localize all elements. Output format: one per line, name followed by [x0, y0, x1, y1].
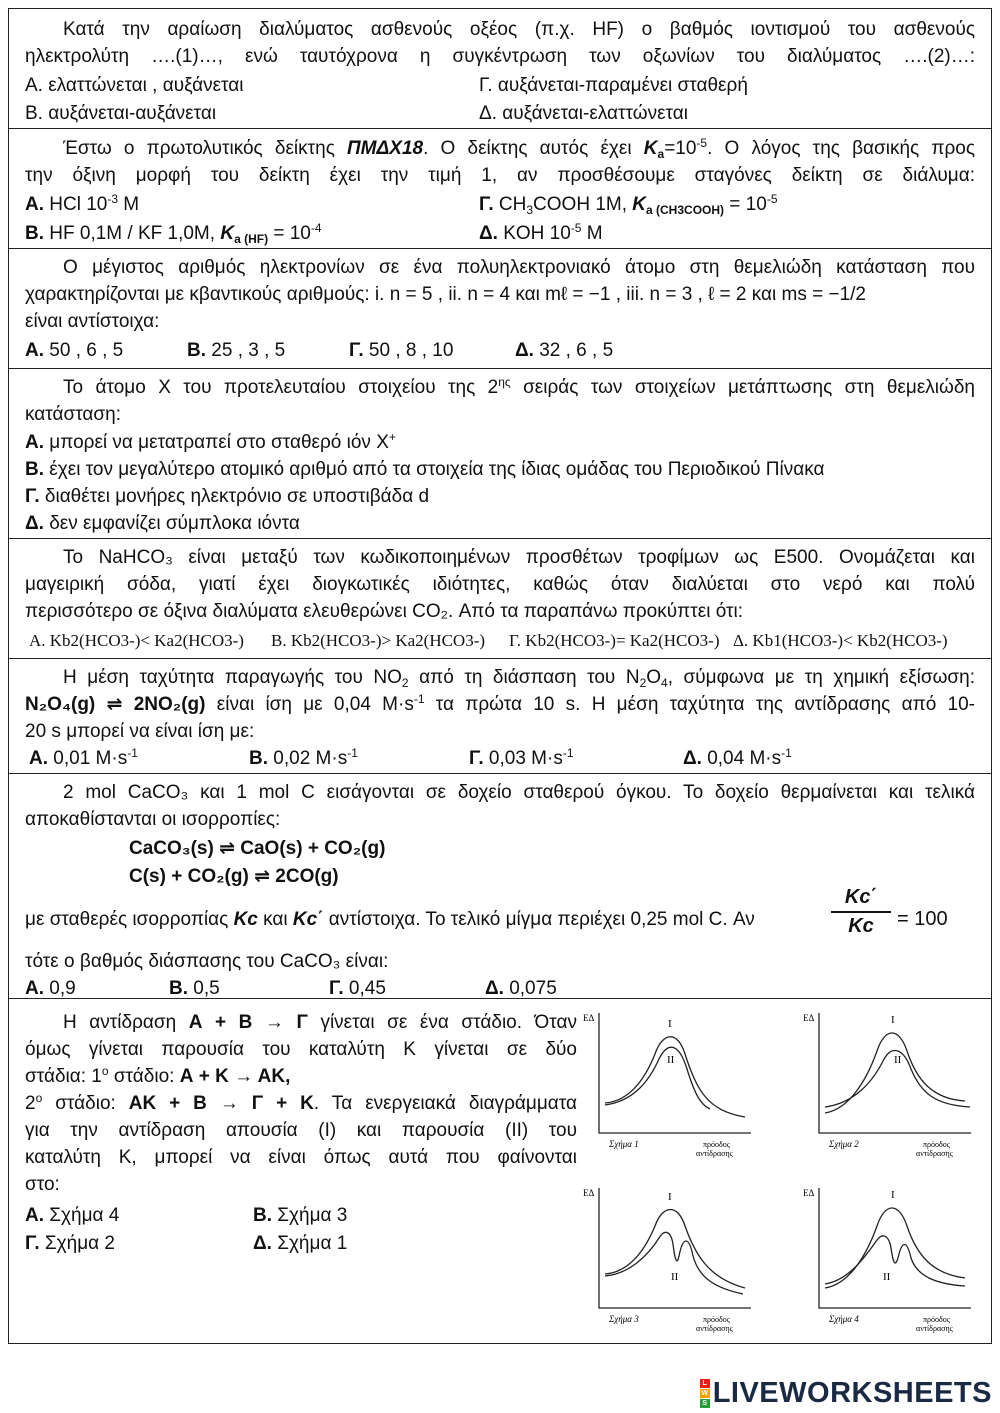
- reaction: Α + Β → Γ: [188, 1012, 308, 1033]
- option-text: Σχήμα 4: [44, 1205, 120, 1226]
- question-2: [9, 129, 991, 249]
- exponent: -1: [347, 746, 358, 760]
- curve-label-i: Ι: [891, 1014, 895, 1026]
- logo-mark-icon: [700, 1378, 710, 1408]
- option-letter: Δ.: [253, 1233, 272, 1254]
- q2-option-a[interactable]: [25, 191, 139, 218]
- q8-text: στάδια: 1: [25, 1066, 102, 1087]
- curve-label-i: Ι: [891, 1189, 895, 1201]
- q8-option-b[interactable]: [253, 1202, 347, 1229]
- fraction-denominator: Kc: [848, 915, 874, 937]
- q5-option-d[interactable]: Δ. Kb1(HCO3-)< Kb2(HCO3-): [733, 631, 948, 650]
- q2-stem-line2: την όξινη μορφή του δείκτη έχει την τιμή 1, αν προσθέσουμε σταγόνες δείκτη σε διάλυμα:: [25, 165, 975, 186]
- q8-stem-line6: καταλύτη Κ, μπορεί να είναι όπως αυτά που φαίνονται: [25, 1147, 577, 1168]
- superscript: ο: [101, 1064, 109, 1078]
- option-text: 0,9: [44, 978, 76, 999]
- q6-text: από τη διάσπαση του N: [408, 667, 640, 688]
- option-text: 0,01 M·s: [48, 748, 128, 769]
- q8-option-g[interactable]: [25, 1230, 115, 1257]
- option-text: = 10: [724, 194, 767, 215]
- q7-option-b[interactable]: [169, 975, 220, 1002]
- option-letter: Δ.: [479, 223, 498, 244]
- subscript: 2: [401, 676, 409, 690]
- q4-option-d[interactable]: [25, 510, 300, 537]
- x-axis-label-line2: αντίδρασης: [916, 1324, 953, 1333]
- option-letter: Β.: [253, 1205, 272, 1226]
- q6-text: Η μέση ταχύτητα παραγωγής του NO: [63, 667, 402, 688]
- figure-caption: Σχήμα 1: [609, 1139, 639, 1149]
- liveworksheets-logo[interactable]: [700, 1378, 992, 1408]
- q2-text: . Ο λόγος της βασικής προς: [707, 138, 975, 159]
- q1-option-d[interactable]: Δ. αυξάνεται-ελαττώνεται: [479, 103, 688, 124]
- q8-stem-line4: [25, 1090, 577, 1117]
- option-text: 25 , 3 , 5: [206, 340, 286, 361]
- ka-subscript: a: [657, 147, 665, 161]
- x-axis-label-line1: πρόοδος: [923, 1140, 950, 1149]
- worksheet: [8, 8, 992, 1344]
- q6-text: τα πρώτα 10 s. Η μέση ταχύτητα της αντίδρασης από 10-: [424, 694, 976, 715]
- q3-option-b[interactable]: [187, 337, 285, 364]
- option-letter: Δ.: [515, 340, 534, 361]
- curve-label-ii: ΙΙ: [671, 1271, 679, 1283]
- logo-text: LIVEWORKSHEETS: [712, 1376, 992, 1409]
- option-text: διαθέτει μονήρες ηλεκτρόνιο σε υποστιβάδα d: [39, 486, 430, 507]
- q8-stem-line5: για την αντίδραση απουσία (Ι) και παρουσία (ΙΙ) του: [25, 1120, 577, 1141]
- q8-text: 2: [25, 1093, 36, 1114]
- curve-label-ii: ΙΙ: [883, 1271, 891, 1283]
- x-axis-label-line2: αντίδρασης: [696, 1324, 733, 1333]
- q3-option-a[interactable]: [25, 337, 123, 364]
- q5-stem-line2: μαγειρική σόδα, γιατί έχει διογκωτικές ιδιότητες, καθώς όταν διαλύεται στο νερό και πολύ: [25, 574, 975, 595]
- option-text: 50 , 6 , 5: [44, 340, 124, 361]
- q6-text: , σύμφωνα με τη χημική εξίσωση:: [667, 667, 975, 688]
- q8-text: στάδιο:: [42, 1093, 129, 1114]
- curve-label-ii: ΙΙ: [667, 1054, 675, 1066]
- option-text: Σχήμα 1: [271, 1233, 348, 1254]
- q2-option-b[interactable]: [25, 220, 322, 247]
- option-letter: Β.: [25, 459, 44, 480]
- option-letter: Δ.: [25, 513, 44, 534]
- energy-diagram-3: [575, 1184, 775, 1344]
- option-letter: Δ.: [683, 748, 702, 769]
- q4-stem-line2: κατάσταση:: [25, 404, 121, 425]
- q6-text: είναι ίση με 0,04 M·s: [205, 694, 414, 715]
- q7-stem-line5: τότε ο βαθμός διάσπασης του CaCO₃ είναι:: [25, 951, 389, 972]
- y-axis-label: EΔ: [583, 1013, 595, 1023]
- logo-mark-s: S: [700, 1399, 710, 1408]
- logo-mark-w: W: [701, 1389, 708, 1397]
- option-letter: Γ.: [469, 748, 484, 769]
- q1-option-a[interactable]: Α. ελαττώνεται , αυξάνεται: [25, 75, 244, 96]
- q7-option-d[interactable]: [485, 975, 557, 1002]
- energy-diagram-4: [795, 1184, 995, 1344]
- kc-symbol: Kc: [233, 909, 258, 930]
- q8-text: στάδιο:: [108, 1066, 180, 1087]
- q8-option-d[interactable]: [253, 1230, 347, 1257]
- q4-text: σειράς των στοιχείων μετάπτωσης στη θεμελιώδη: [510, 377, 975, 398]
- subscript: 3: [526, 203, 534, 217]
- ka-symbol: K: [632, 194, 647, 215]
- equilibrium-equation-1: CaCO₃(s) ⇌ CaO(s) + CO₂(g): [129, 838, 386, 859]
- question-3: [9, 249, 991, 369]
- exponent: -1: [413, 692, 425, 706]
- option-text: 0,45: [343, 978, 386, 999]
- q7-option-a[interactable]: [25, 975, 76, 1002]
- y-axis-label: EΔ: [583, 1188, 595, 1198]
- option-text: COOH 1M,: [533, 194, 633, 215]
- q8-stem-line2: όμως γίνεται παρουσία του καταλύτη Κ γίνεται σε δύο: [25, 1039, 577, 1060]
- option-text: HCl 10: [44, 194, 108, 215]
- q7-text: και: [257, 909, 293, 930]
- option-letter: Α.: [25, 432, 44, 453]
- q2-option-g[interactable]: [479, 191, 778, 218]
- q5-stem-line3: περισσότερο σε όξινα διαλύματα ελευθερώνει CO₂. Από τα παραπάνω προκύπτει ότι:: [25, 601, 744, 622]
- question-8: [9, 999, 991, 1345]
- x-axis-label-line2: αντίδρασης: [916, 1149, 953, 1158]
- equilibrium-equation-2: C(s) + CO₂(g) ⇌ 2CO(g): [129, 866, 339, 887]
- q8-stem-line7: στο:: [25, 1174, 60, 1195]
- ka-subscript: a (HF): [234, 232, 269, 246]
- option-text: = 10: [268, 223, 311, 244]
- q8-option-a[interactable]: [25, 1202, 119, 1229]
- q3-stem-line3: είναι αντίστοιχα:: [25, 311, 160, 332]
- q7-stem-line1: 2 mol CaCO₃ και 1 mol C εισάγονται σε δοχείο σταθερού όγκου. Το δοχείο θερμαίνεται και τελικά: [63, 782, 975, 803]
- option-text: μπορεί να μετατραπεί στο σταθερό ιόν Χ: [44, 432, 389, 453]
- ka-symbol: K: [643, 138, 658, 159]
- q7-stem-line2: αποκαθίστανται οι ισορροπίες:: [25, 809, 281, 830]
- figure-caption: Σχήμα 4: [829, 1314, 859, 1324]
- option-text: M: [118, 194, 140, 215]
- q7-option-g[interactable]: [329, 975, 386, 1002]
- exponent: -1: [781, 746, 792, 760]
- ratio-fraction: [831, 886, 891, 938]
- q8-stem-line1: [25, 1009, 577, 1036]
- reaction-step-1: Α + Κ → ΑΚ,: [179, 1066, 291, 1087]
- option-letter: Α.: [25, 340, 44, 361]
- q5-option-g[interactable]: Γ. Kb2(HCO3-)= Ka2(HCO3-): [509, 631, 720, 650]
- option-letter: Γ.: [349, 340, 364, 361]
- subscript: 4: [661, 676, 668, 690]
- option-letter: Β.: [187, 340, 206, 361]
- q6-option-b[interactable]: [249, 745, 358, 772]
- question-1: [9, 9, 991, 129]
- option-text: Σχήμα 2: [39, 1233, 115, 1254]
- q6-option-a[interactable]: [29, 745, 138, 772]
- q2-text: Έστω ο πρωτολυτικός δείκτης: [63, 138, 348, 159]
- question-7: [9, 774, 991, 999]
- q2-stem-line1: [25, 135, 975, 162]
- q1-option-b[interactable]: Β. αυξάνεται-αυξάνεται: [25, 103, 217, 124]
- q7-text: αντίστοιχα. Το τελικό μίγμα περιέχει 0,25 mol C. Αν: [323, 909, 755, 930]
- q2-option-d[interactable]: [479, 220, 603, 247]
- exponent: -5: [766, 192, 778, 206]
- q2-text: =10: [664, 138, 697, 159]
- q4-option-a[interactable]: [25, 429, 396, 456]
- option-letter: Γ.: [25, 486, 40, 507]
- option-letter: Β.: [25, 223, 44, 244]
- kc-prime-symbol: Kc΄: [292, 909, 324, 930]
- logo-mark-l: L: [700, 1379, 710, 1388]
- q4-option-b[interactable]: [25, 456, 824, 483]
- option-letter: Β.: [249, 748, 268, 769]
- q5-option-b[interactable]: Β. Kb2(HCO3-)> Ka2(HCO3-): [271, 631, 486, 650]
- option-text: 50 , 8 , 10: [363, 340, 454, 361]
- ratio-value: = 100: [897, 908, 948, 930]
- q6-stem-line1: [25, 664, 975, 691]
- x-axis-label-line1: πρόοδος: [923, 1315, 950, 1324]
- superscript: ο: [35, 1091, 43, 1105]
- option-letter: Β.: [169, 978, 188, 999]
- q4-text: Το άτομο Χ του προτελευταίου στοιχείου της 2: [63, 377, 499, 398]
- figure-caption: Σχήμα 2: [829, 1139, 859, 1149]
- fraction-numerator: Kc΄: [831, 886, 891, 913]
- curve-label-i: Ι: [668, 1018, 672, 1030]
- y-axis-label: EΔ: [803, 1013, 815, 1023]
- exponent: -5: [570, 221, 582, 235]
- q1-option-g[interactable]: Γ. αυξάνεται-παραμένει σταθερή: [479, 75, 748, 96]
- option-letter: Α.: [25, 194, 44, 215]
- option-letter: Δ.: [485, 978, 504, 999]
- option-text: KOH 10: [497, 223, 571, 244]
- q5-option-a[interactable]: Α. Kb2(HCO3-)< Ka2(HCO3-): [29, 631, 244, 650]
- option-text: δεν εμφανίζει σύμπλοκα ιόντα: [43, 513, 300, 534]
- figure-caption: Σχήμα 3: [609, 1314, 639, 1324]
- x-axis-label-line1: πρόοδος: [703, 1315, 730, 1324]
- q6-text: O: [646, 667, 662, 688]
- q8-text: γίνεται σε ένα στάδιο. Όταν: [307, 1012, 577, 1033]
- superscript: ης: [498, 375, 511, 389]
- indicator-name: ΠΜΔΧ18: [347, 138, 424, 159]
- q4-option-g[interactable]: [25, 483, 429, 510]
- question-6: [9, 659, 991, 774]
- option-letter: Γ.: [25, 1233, 40, 1254]
- option-text: 0,04 M·s: [701, 748, 782, 769]
- ka-subscript: a (CH3COOH): [646, 203, 725, 217]
- superscript: +: [388, 430, 396, 444]
- option-text: 0,02 M·s: [268, 748, 348, 769]
- q8-stem-line3: [25, 1063, 290, 1090]
- q1-stem-line1: Κατά την αραίωση διαλύματος ασθενούς οξέος (π.χ. HF) ο βαθμός ιοντισμού του ασθενούς: [63, 19, 975, 40]
- q2-text: . Ο δείκτης αυτός έχει: [423, 138, 644, 159]
- reaction-step-2: ΑΚ + Β → Γ + Κ: [128, 1093, 314, 1114]
- option-letter: Γ.: [479, 194, 494, 215]
- question-5: [9, 539, 991, 659]
- exponent: -1: [127, 746, 138, 760]
- exponent: -4: [310, 221, 322, 235]
- energy-diagram-1: [575, 1009, 775, 1169]
- q5-stem-line1: Το NaHCO₃ είναι μεταξύ των κωδικοποιημένων προσθέτων τροφίμων ως Ε500. Ονομάζεται και: [63, 547, 975, 568]
- option-letter: Γ.: [329, 978, 344, 999]
- q8-text: . Τα ενεργειακά διαγράμματα: [313, 1093, 577, 1114]
- q6-stem-line2: [25, 691, 975, 718]
- q6-option-d[interactable]: [683, 745, 792, 772]
- q3-stem-line1: Ο μέγιστος αριθμός ηλεκτρονίων σε ένα πολυηλεκτρονιακό άτομο στη θεμελιώδη κατάσταση που: [63, 257, 975, 278]
- subscript: 2: [639, 676, 647, 690]
- question-4: [9, 369, 991, 539]
- option-text: 0,03 M·s: [483, 748, 563, 769]
- ka-symbol: K: [220, 223, 235, 244]
- q7-text: με σταθερές ισορροπίας: [25, 909, 234, 930]
- option-text: HF 0,1M / KF 1,0M,: [44, 223, 221, 244]
- option-text: Σχήμα 3: [272, 1205, 348, 1226]
- option-text: 0,5: [188, 978, 220, 999]
- exponent: -1: [562, 746, 574, 760]
- option-text: M: [581, 223, 603, 244]
- option-text: έχει τον μεγαλύτερο ατομικό αριθμό από τα στοιχεία της ίδιας ομάδας του Περιοδικού Πίνακα: [44, 459, 825, 480]
- x-axis-label-line1: πρόοδος: [703, 1140, 730, 1149]
- q3-stem-line2: χαρακτηρίζονται με κβαντικούς αριθμούς: i. n = 5 , ii. n = 4 και mℓ = −1 , iii. n = 3 , ℓ = 2 και ms = −1/2: [25, 284, 867, 305]
- option-text: 32 , 6 , 5: [533, 340, 614, 361]
- energy-diagram-2: [795, 1009, 995, 1169]
- q3-option-g[interactable]: [349, 337, 453, 364]
- x-axis-label-line2: αντίδρασης: [696, 1149, 733, 1158]
- curve-label-i: Ι: [668, 1191, 672, 1203]
- q4-stem-line1: [25, 374, 975, 401]
- option-text: 0,075: [503, 978, 557, 999]
- q7-stem-line4: [25, 906, 821, 933]
- option-letter: Α.: [29, 748, 48, 769]
- exponent: -5: [696, 136, 708, 150]
- q3-option-d[interactable]: [515, 337, 613, 364]
- y-axis-label: EΔ: [803, 1188, 815, 1198]
- q6-stem-line3: 20 s μπορεί να είναι ίση με:: [25, 721, 255, 742]
- curve-label-ii: ΙΙ: [894, 1054, 902, 1066]
- option-text: CH: [493, 194, 527, 215]
- q6-option-g[interactable]: [469, 745, 574, 772]
- option-letter: Α.: [25, 1205, 44, 1226]
- chemical-equation: N₂O₄(g) ⇌ 2NO₂(g): [25, 694, 206, 715]
- q8-text: Η αντίδραση: [63, 1012, 189, 1033]
- exponent: -3: [107, 192, 119, 206]
- option-letter: Α.: [25, 978, 44, 999]
- q1-stem-line2: ηλεκτρολύτη ….(1)…, ενώ ταυτόχρονα η συγκέντρωση των οξωνίων του διαλύματος ….(2)…:: [25, 46, 975, 67]
